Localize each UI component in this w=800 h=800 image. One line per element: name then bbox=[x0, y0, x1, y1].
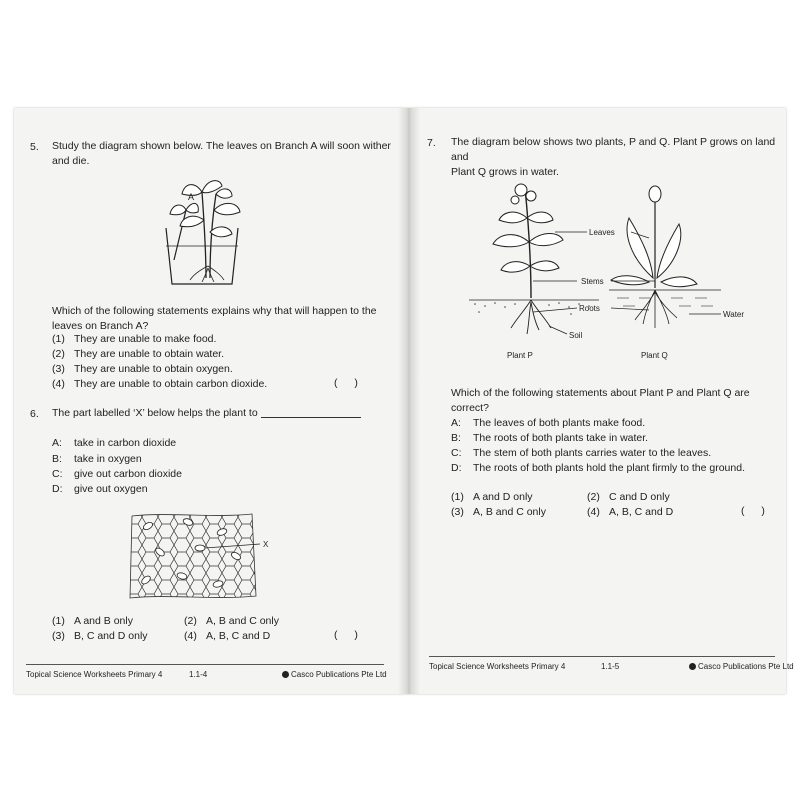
q5-question-line1: Which of the following statements explains why that will happen to the bbox=[52, 305, 377, 317]
q6-option-b bbox=[52, 452, 142, 467]
q7-stem-line1: The diagram below shows two plants, P and Q. Plant P grows on land and bbox=[451, 136, 776, 163]
branch-a-label: A bbox=[188, 192, 195, 202]
left-page bbox=[14, 108, 399, 694]
q5-number: 5. bbox=[30, 141, 39, 153]
q6-choice-1[interactable] bbox=[52, 614, 133, 629]
q5-stem-line1: Study the diagram shown below. The leaves on Branch A will soon wither bbox=[52, 140, 391, 152]
option-label: B: bbox=[451, 432, 461, 444]
footer-title: Topical Science Worksheets Primary 4 bbox=[429, 662, 566, 671]
publisher-logo-icon bbox=[282, 671, 289, 678]
option-label: (2) bbox=[184, 615, 197, 627]
q6-option-c bbox=[52, 467, 182, 482]
option-label: (3) bbox=[52, 630, 65, 642]
option-text: A, B, C and D bbox=[609, 506, 674, 518]
q7-choice-3[interactable] bbox=[451, 505, 546, 520]
q5-plant-diagram bbox=[144, 170, 264, 290]
option-label: C: bbox=[451, 447, 462, 459]
option-label: A: bbox=[52, 437, 62, 449]
q7-choice-1[interactable] bbox=[451, 490, 533, 505]
footer-publisher bbox=[282, 670, 387, 679]
option-label: (4) bbox=[587, 506, 600, 518]
q7-statement-b bbox=[451, 431, 648, 446]
q5-question-line2: leaves on Branch A? bbox=[52, 320, 149, 332]
q7-stem-line2: Plant Q grows in water. bbox=[451, 166, 559, 178]
option-label: (2) bbox=[52, 348, 65, 360]
x-label: X bbox=[263, 540, 269, 549]
q7-statement-c bbox=[451, 446, 711, 461]
q6-stem-text: The part labelled ‘X’ below helps the plant to bbox=[52, 407, 258, 419]
option-text: A, B and C only bbox=[206, 615, 279, 627]
option-label: (3) bbox=[52, 363, 65, 375]
option-text: The roots of both plants hold the plant firmly to the ground. bbox=[473, 462, 745, 474]
q5-option-1[interactable] bbox=[52, 332, 216, 347]
q6-stem bbox=[52, 406, 361, 421]
water-label: Water bbox=[723, 310, 745, 319]
option-label: (2) bbox=[587, 491, 600, 503]
option-label: (1) bbox=[52, 615, 65, 627]
q6-leaf-cells-diagram bbox=[126, 510, 276, 602]
footer-page-code: 1.1-4 bbox=[189, 670, 208, 679]
option-text: They are unable to obtain oxygen. bbox=[74, 363, 233, 375]
option-label: D: bbox=[52, 483, 63, 495]
option-label: (1) bbox=[52, 333, 65, 345]
leaves-label: Leaves bbox=[589, 228, 615, 237]
q6-number: 6. bbox=[30, 408, 39, 420]
option-text: The roots of both plants take in water. bbox=[473, 432, 649, 444]
option-text: B, C and D only bbox=[74, 630, 148, 642]
q7-statement-d bbox=[451, 461, 745, 476]
q7-number: 7. bbox=[427, 137, 436, 149]
option-text: give out carbon dioxide bbox=[74, 468, 182, 480]
option-text: A and B only bbox=[74, 615, 133, 627]
q7-plants-diagram bbox=[459, 178, 759, 363]
option-text: The leaves of both plants make food. bbox=[473, 417, 646, 429]
option-label: A: bbox=[451, 417, 461, 429]
publisher-name: Casco Publications Pte Ltd bbox=[698, 662, 794, 671]
q5-option-4[interactable] bbox=[52, 377, 267, 392]
publisher-name: Casco Publications Pte Ltd bbox=[291, 670, 387, 679]
q5-option-3[interactable] bbox=[52, 362, 233, 377]
q6-answer-blank[interactable] bbox=[261, 407, 361, 418]
option-text: The stem of both plants carries water to the leaves. bbox=[473, 447, 712, 459]
footer-title: Topical Science Worksheets Primary 4 bbox=[26, 670, 163, 679]
q6-choice-4[interactable] bbox=[184, 629, 270, 644]
option-label: (4) bbox=[184, 630, 197, 642]
q6-choice-2[interactable] bbox=[184, 614, 279, 629]
option-text: C and D only bbox=[609, 491, 670, 503]
q7-statement-a bbox=[451, 416, 645, 431]
worksheet-spread bbox=[14, 108, 794, 694]
option-text: take in carbon dioxide bbox=[74, 437, 177, 449]
roots-label: Roots bbox=[579, 304, 600, 313]
option-label: (1) bbox=[451, 491, 464, 503]
q7-stem bbox=[451, 135, 786, 180]
q7-answer-box[interactable]: ( ) bbox=[741, 505, 765, 517]
q6-option-d bbox=[52, 482, 148, 497]
q5-stem bbox=[52, 139, 391, 169]
q6-choice-3[interactable] bbox=[52, 629, 148, 644]
book-spine bbox=[398, 108, 420, 694]
option-text: A, B and C only bbox=[473, 506, 546, 518]
q5-question bbox=[52, 304, 377, 334]
q7-question: Which of the following statements about Plant P and Plant Q are correct? bbox=[451, 387, 750, 414]
option-text: They are unable to make food. bbox=[74, 333, 217, 345]
option-text: A, B, C and D bbox=[206, 630, 271, 642]
footer-rule bbox=[26, 664, 384, 665]
option-label: D: bbox=[451, 462, 462, 474]
option-text: A and D only bbox=[473, 491, 533, 503]
q5-option-2[interactable] bbox=[52, 347, 224, 362]
q6-option-a bbox=[52, 436, 176, 451]
plant-q-label: Plant Q bbox=[641, 351, 668, 360]
option-text: take in oxygen bbox=[74, 453, 142, 465]
option-label: C: bbox=[52, 468, 63, 480]
option-text: They are unable to obtain water. bbox=[74, 348, 225, 360]
q5-answer-box[interactable]: ( ) bbox=[334, 377, 358, 389]
footer-page-code: 1.1-5 bbox=[601, 662, 620, 671]
footer-publisher bbox=[689, 662, 794, 671]
soil-label: Soil bbox=[569, 331, 583, 340]
q6-answer-box[interactable]: ( ) bbox=[334, 629, 358, 641]
q5-stem-line2: and die. bbox=[52, 155, 90, 167]
q7-choice-4[interactable] bbox=[587, 505, 673, 520]
right-page bbox=[419, 108, 794, 694]
option-label: (3) bbox=[451, 506, 464, 518]
q7-choice-2[interactable] bbox=[587, 490, 670, 505]
stems-label: Stems bbox=[581, 277, 604, 286]
option-label: B: bbox=[52, 453, 62, 465]
option-label: (4) bbox=[52, 378, 65, 390]
plant-p-label: Plant P bbox=[507, 351, 533, 360]
publisher-logo-icon bbox=[689, 663, 696, 670]
footer-rule bbox=[429, 656, 775, 657]
option-text: give out oxygen bbox=[74, 483, 148, 495]
option-text: They are unable to obtain carbon dioxide. bbox=[74, 378, 268, 390]
